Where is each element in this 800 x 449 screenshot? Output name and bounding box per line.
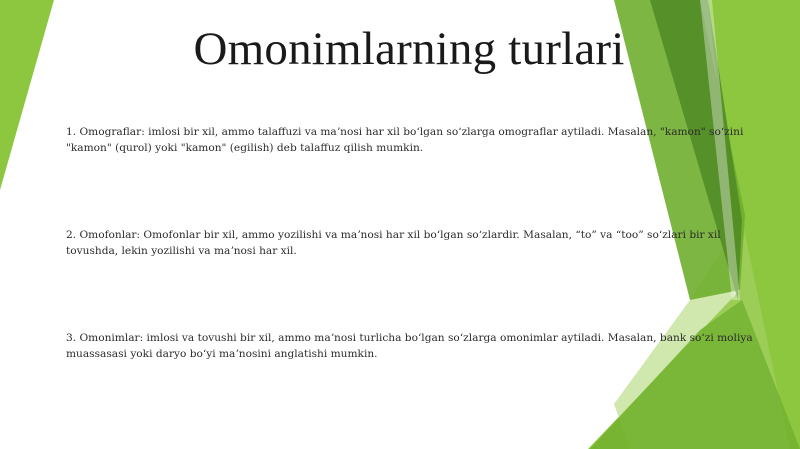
slide-title: Omonimlarning turlari (193, 23, 625, 75)
paragraph-omofonlar: 2. Omofonlar: Omofonlar bir xil, ammo yozilishi va maʼnosi har xil boʻlgan soʻzlardir. Masalan, “to” va “too” soʻzlari bir xil tovushda, lekin yozilishi va maʼnosi har xil. (66, 229, 721, 257)
paragraph-omograflar: 1. Omograflar: imlosi bir xil, ammo talaffuzi va maʼnosi har xil boʻlgan soʻzlarga omograflar aytiladi. Masalan, "kamon" soʻzini "kamon" (qurol) yoki "kamon" (egilish) deb talaffuz qilish mumkin. (66, 126, 744, 154)
paragraph-omonimlar: 3. Omonimlar: imlosi va tovushi bir xil, ammo maʼnosi turlicha boʻlgan soʻzlarga omonimlar aytiladi. Masalan, bank soʻzi moliya muassasasi yoki daryo boʻyi maʼnosini anglatishi mumkin. (66, 332, 753, 360)
